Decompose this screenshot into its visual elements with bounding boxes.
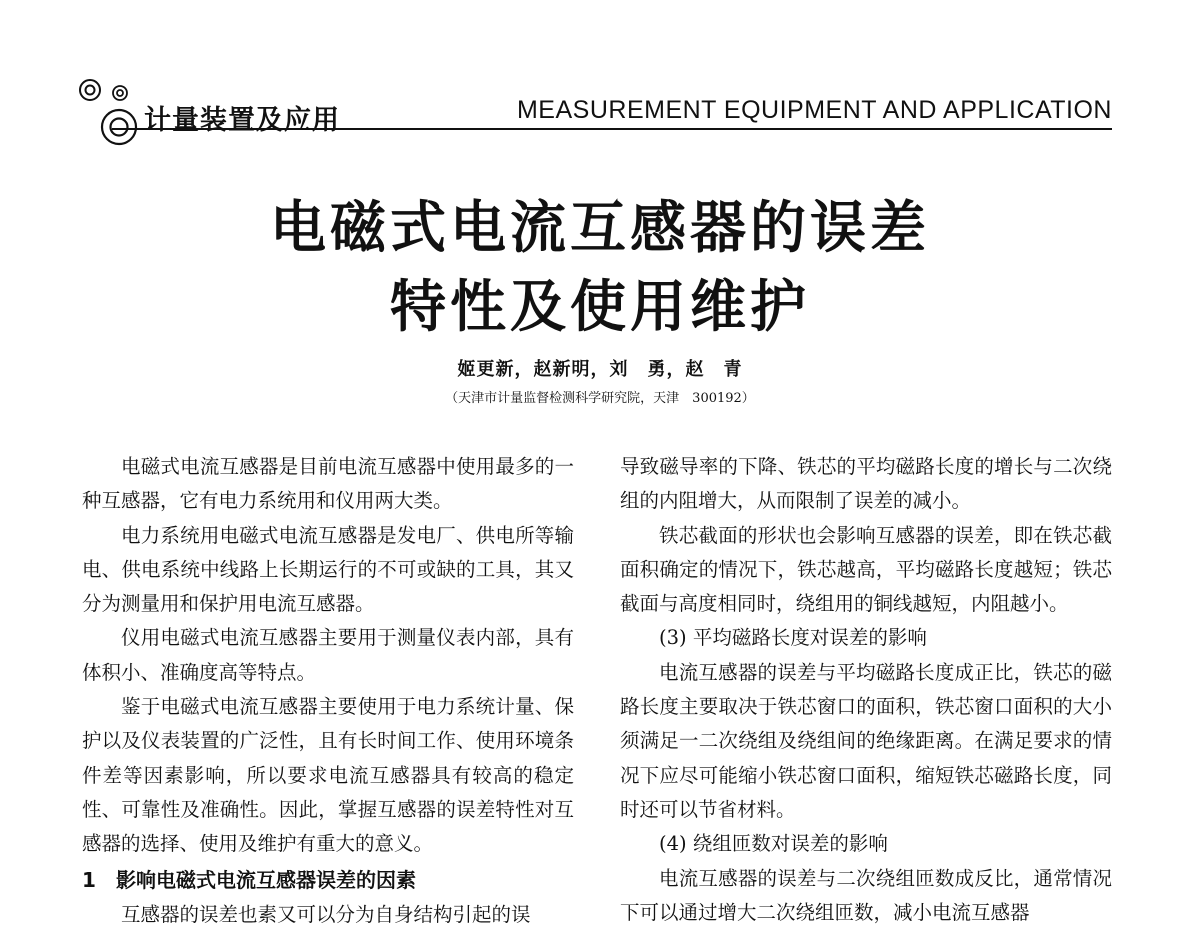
subsection-heading: (3) 平均磁路长度对误差的影响 (659, 626, 927, 650)
paragraph: 电力系统用电磁式电流互感器是发电厂、供电所等输电、供电系统中线路上长期运行的不可或缺的工具，其又分为测量用和保护用电流互感器。 (82, 523, 574, 616)
body-column-right (620, 450, 1112, 930)
paragraph-continued: 导致磁导率的下降、铁芯的平均磁路长度的增长与二次绕组的内阻增大，从而限制了误差的减小。 (620, 455, 1112, 513)
paragraph: 电流互感器的误差与二次绕组匝数成反比，通常情况下可以通过增大二次绕组匝数，减小电流互感器 (620, 866, 1112, 924)
article-title-line-1: 电磁式电流互感器的误差 (270, 195, 930, 261)
journal-section-title-english: MEASUREMENT EQUIPMENT AND APPLICATION (516, 96, 1112, 124)
header-divider (112, 128, 1112, 130)
body-column-left (82, 450, 574, 932)
paragraph: 电流互感器的误差与平均磁路长度成正比，铁芯的磁路长度主要取决于铁芯窗口的面积，铁芯窗口面积的大小须满足一二次绕组及绕组间的绝缘距离。在满足要求的情况下应尽可能缩小铁芯窗口面积，缩短铁芯磁路长度，同时还可以节省材料。 (620, 660, 1112, 821)
author-affiliation: （天津市计量监督检测科学研究院，天津 300192） (445, 391, 755, 406)
paragraph: 铁芯截面的形状也会影响互感器的误差，即在铁芯截面积确定的情况下，铁芯越高，平均磁路长度越短；铁芯截面与高度相同时，绕组用的铜线越短，内阻越小。 (620, 523, 1112, 616)
paragraph: 鉴于电磁式电流互感器主要使用于电力系统计量、保护以及仪表装置的广泛性，且有长时间工作、使用环境条件差等因素影响，所以要求电流互感器具有较高的稳定性、可靠性及准确性。因此，掌握互感器的误差特性对互感器的选择、使用及维护有重大的意义。 (82, 695, 574, 856)
running-header (78, 76, 1112, 150)
paragraph: 仪用电磁式电流互感器主要用于测量仪表内部，具有体积小、准确度高等特点。 (82, 626, 574, 684)
journal-circles-icon (78, 76, 146, 148)
section-number: 1 (82, 867, 96, 892)
paragraph: 电磁式电流互感器是目前电流互感器中使用最多的一种互感器，它有电力系统用和仪用两大类。 (82, 455, 574, 513)
article-title-line-2: 特性及使用维护 (390, 274, 810, 340)
author-list: 姬更新，赵新明，刘 勇，赵 青 (457, 359, 743, 380)
subsection-heading: (4) 绕组匝数对误差的影响 (659, 832, 888, 856)
journal-section-title: 计量装置及应用 (144, 105, 340, 136)
section-heading-text: 影响电磁式电流互感器误差的因素 (116, 867, 416, 892)
section-heading (82, 862, 574, 898)
paragraph: 互感器的误差也素又可以分为自身结构引起的误 (121, 902, 531, 926)
